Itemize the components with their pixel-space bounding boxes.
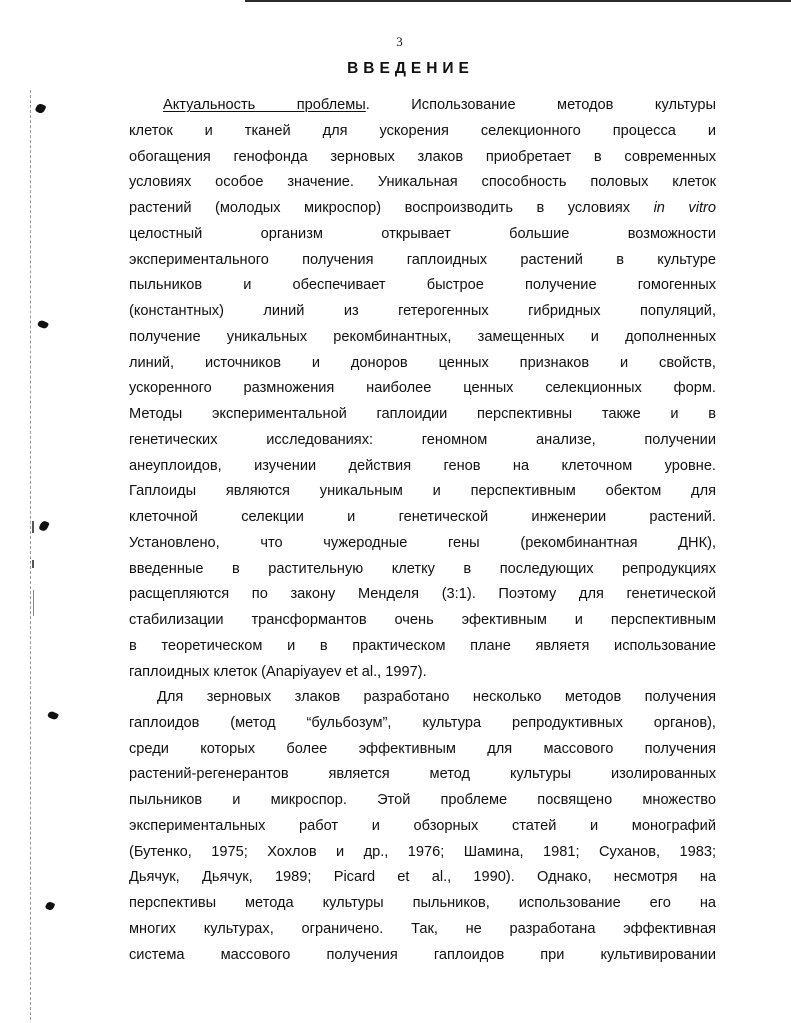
text-line: стабилизации трансформантов очень эфективным и перспективным: [129, 612, 716, 628]
text-line: ускоренного размножения наиболее ценных селекционных форм.: [129, 380, 716, 397]
section-heading: ВВЕДЕНИЕ: [347, 60, 474, 77]
text-line: пыльников и обеспечивает быстрое получение гомогенных: [129, 277, 716, 294]
text-line: условиях особое значение. Уникальная способность половых клеток: [129, 174, 716, 191]
text-line: Для зерновых злаков разработано несколько методов получения: [157, 689, 716, 705]
margin-mark: [35, 103, 47, 115]
text-line: генетических исследованиях: геномном анализе, получении: [129, 431, 716, 448]
text-line: перспективы метода культуры пыльников, использование его на: [129, 895, 716, 911]
text-line: анеуплоидов, изучении действия генов на клеточном уровне.: [129, 457, 716, 474]
paragraph-methods: [129, 685, 716, 968]
text-line: линий, источников и доноров ценных признаков и свойств,: [129, 354, 716, 371]
text-line: расщепляются по закону Менделя (3:1). Поэтому для генетической: [129, 586, 716, 603]
text-line: введенные в растительную клетку в последующих репродукциях: [129, 560, 716, 577]
text-line: пыльников и микроспор. Этой проблеме посвящено множество: [129, 792, 716, 808]
scan-top-border: [245, 0, 791, 2]
text-line: Дьячук, Дьячук, 1989; Picard et al., 1990). Однако, несмотря на: [129, 869, 716, 886]
scan-left-border: [30, 90, 31, 1020]
text-line: обогащения генофонда зерновых злаков приобретает в современных: [129, 148, 716, 165]
margin-tick: [32, 521, 34, 533]
text-line: целостный организм открывает большие возможности: [129, 225, 716, 242]
margin-mark: [37, 319, 49, 330]
text-line: гаплоидов (метод “бульбозум”, культура репродуктивных органов),: [129, 714, 716, 731]
text-line: многих культурах, ограничено. Так, не разработана эффективная: [129, 920, 716, 937]
paragraph-relevance: [129, 93, 716, 685]
text-line: получение уникальных рекомбинантных, замещенных и дополненных: [129, 328, 716, 345]
text-line: система массового получения гаплоидов при культивировании: [129, 946, 716, 963]
in-vitro-term: in vitro: [653, 200, 717, 216]
text-line: Актуальность проблемы. Использование методов культуры: [163, 97, 717, 113]
text-line: Установлено, что чужеродные гены (рекомбинантная ДНК),: [129, 534, 716, 551]
text-line: (константных) линий из гетерогенных гибридных популяций,: [129, 303, 716, 319]
text-line: клеточной селекции и генетической инженерии растений.: [129, 509, 716, 525]
text-line: растений-регенерантов является метод культуры изолированных: [129, 766, 716, 783]
text-line: экспериментального получения гаплоидных растений в культуре: [129, 251, 716, 268]
margin-mark: [38, 520, 49, 532]
margin-mark: [47, 710, 59, 721]
text-line: гаплоидных клеток (Anapiyayev et al., 1997).: [129, 663, 427, 680]
text-line: в теоретическом и в практическом плане являетя использование: [129, 637, 716, 654]
text-line: клеток и тканей для ускорения селекционного процесса и: [129, 122, 716, 139]
margin-tick: [33, 590, 34, 616]
text-line: Методы экспериментальной гаплоидии перспективны также и в: [129, 406, 716, 422]
text-line: Гаплоиды являются уникальным и перспективным обектом для: [129, 483, 716, 500]
text-line: среди которых более эффективным для массового получения: [129, 740, 716, 757]
margin-tick: [32, 560, 34, 568]
text-line: экспериментальных работ и обзорных статей и монографий: [129, 817, 716, 834]
lead-label: Актуальность проблемы: [163, 97, 366, 113]
text-line: (Бутенко, 1975; Хохлов и др., 1976; Шамина, 1981; Суханов, 1983;: [129, 843, 716, 860]
text-line: растений (молодых микроспор) воспроизводить в условиях in vitro: [129, 200, 717, 216]
page-number: 3: [396, 34, 403, 49]
margin-mark: [45, 901, 56, 912]
